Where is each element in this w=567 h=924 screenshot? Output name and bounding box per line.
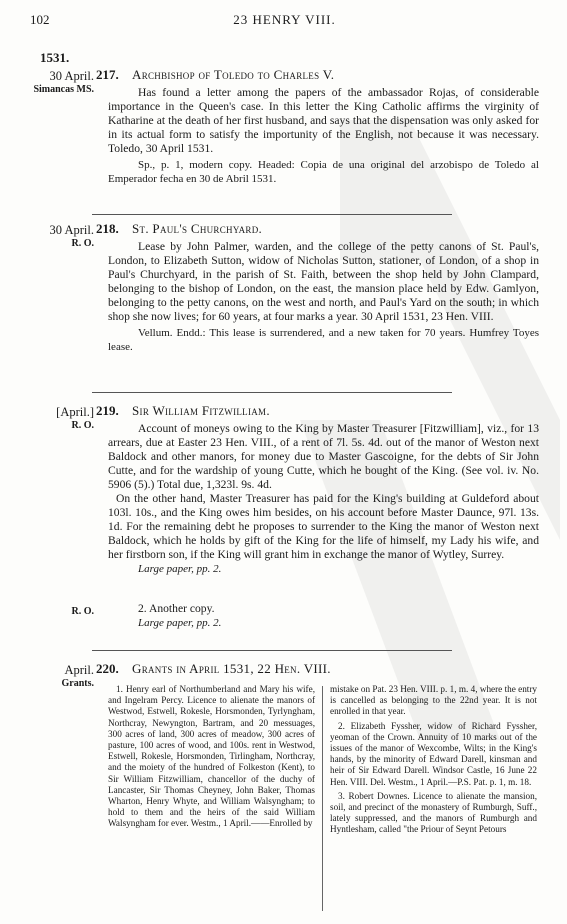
column-divider bbox=[322, 686, 323, 911]
entry-margin bbox=[30, 405, 94, 433]
copy-text: 2. Another copy. bbox=[138, 602, 215, 615]
grant-item: 2. Elizabeth Fyssher, widow of Richard Fyssher, yeoman of the Crown. Annuity of 10 marks out of the issues of the manor of Wexcombe, Wilts; in the King's hands, by the minority of Edward Darell, kinsman and heir of Sir Edward Darell. Windsor Castle, 16 June 22 Hen. VIII. Del. Westm., 1 April.—P.S. Pat. p. 1, m. 18. bbox=[330, 720, 537, 787]
entry-source: Simancas MS. bbox=[33, 84, 94, 95]
entry-title: Archbishop of Toledo to Charles V. bbox=[132, 67, 335, 82]
section-divider bbox=[92, 214, 452, 215]
running-header bbox=[30, 12, 539, 30]
section-divider bbox=[92, 392, 452, 393]
entry-date: [April.] bbox=[56, 405, 94, 419]
entry-text: Has found a letter among the papers of the ambassador Rojas, of considerable importance in the Queen's case. In this letter the King Catholic affirms the virginity of Katharine at the death of her first husband, and says that the dispensation was only asked for in its actual form to satisfy the importunity of the English, not because it was necessary. Toledo, 30 April 1531. bbox=[108, 86, 539, 155]
entry-date: April. bbox=[64, 663, 94, 677]
entry-text-continued: On the other hand, Master Treasurer has paid for the King's building at Guldeford about 103l. 10s., and the King owes him besides, on his account before Master Daunce, 97l. 13s. 1d. For the remaining debt he proposes to surrender to the King the manor of Weston next Baldock, which he holds by gift of the King for the life of himself, my Lady his wife, and her firstborn son, if the King will grant him in exchange the manor of Wytley, Surrey. bbox=[108, 492, 539, 561]
copy-body bbox=[108, 602, 539, 630]
entry-text: Lease by John Palmer, warden, and the college of the petty canons of St. Paul's, London, to Elizabeth Sutton, widow of Nicholas Sutton, stationer, of London, of a shop in Paul's Churchyard, in the parish of St. Faith, between the shop held by John Clampard, belonging to the bishop of London, on the east, the mansion place held by Edw. Gamlyon, belonging to the petty canons, on the west and north, and Paul's Yard on the south; in which shop she now lives; for 60 years, at four marks a year. 30 April 1531, 23 Hen. VIII. bbox=[108, 240, 539, 323]
grants-columns bbox=[108, 684, 540, 914]
copy-margin bbox=[30, 605, 94, 619]
grant-item: 3. Robert Downes. Licence to alienate the mansion, soil, and precinct of the monastery of Rumburgh, Suff., lately suppressed, and the manors of Rumburgh and Hyntlesham, called "the Priour of Seynt Petours bbox=[330, 790, 537, 835]
grant-item: 1. Henry earl of Northumberland and Mary his wife, and Ingelram Percy. Licence to alienate the manors of Westwod, Estwell, Rokesle, Horsmonden, Tyrlyngham, Northcray, Newyngton, Bartram, and 20 messuages, 300 acres of land, 300 acres of meadow, 300 acres of pasture, 100 acres of wood, and 100s. rent in Westwod, Estwell, Rokesle, Horsmonden, Tirlingham, Northcray, and the moiety of the hundred of Folkeston (Kent), to Sir William Fitzwilliam, chancellor of the duchy of Lancaster, Sir Thomas Cheyney, John Baker, Thomas Wharton, Henry Whyte, and William Walsyngham; to hold to them and the heirs of the said William Walsyngham for ever. Westm., 1 April.——Enrolled by bbox=[108, 684, 315, 829]
entry-date: 30 April. bbox=[49, 69, 94, 83]
entry-number: 220. bbox=[96, 661, 119, 676]
entry-number: 219. bbox=[96, 403, 119, 418]
entry-note: Vellum. Endd.: This lease is surrendered, and a new taken for 70 years. Humfrey Toyes lease. bbox=[108, 327, 539, 353]
copy-note: Large paper, pp. 2. bbox=[138, 617, 222, 629]
entry-margin bbox=[30, 223, 94, 251]
entry-title: St. Paul's Churchyard. bbox=[132, 221, 263, 236]
grant-item-continued: mistake on Pat. 23 Hen. VIII. p. 1, m. 4, where the entry is cancelled as belonging to the 22nd year. It is not enrolled in that year. bbox=[330, 684, 537, 717]
entry-source: R. O. bbox=[71, 420, 94, 431]
section-divider bbox=[92, 650, 452, 651]
entry-note: Large paper, pp. 2. bbox=[138, 563, 222, 575]
entry-218 bbox=[30, 222, 539, 387]
entry-body bbox=[108, 422, 539, 576]
entry-217 bbox=[30, 68, 539, 208]
entry-source: R. O. bbox=[71, 238, 94, 249]
grants-right-column bbox=[330, 684, 537, 839]
entry-source: Grants. bbox=[61, 678, 94, 689]
entry-body bbox=[108, 86, 539, 186]
page-number: 102 bbox=[30, 12, 50, 27]
entry-number: 218. bbox=[96, 221, 119, 236]
entry-text: Account of moneys owing to the King by Master Treasurer [Fitzwilliam], viz., for 13 arrears, due at Easter 23 Hen. VIII., of a rent of 7l. 5s. 4d. out of the manor of Weston next Baldock and other manors, for money due to Master Gascoigne, for the debts of Sir John Cutte, and for the wardship of young Cutte, which he bought of the King. (See vol. iv. No. 5906 (5).) Total due, 1,323l. 9s. 4d. bbox=[108, 422, 539, 491]
entry-title: Grants in April 1531, 22 Hen. VIII. bbox=[132, 661, 331, 676]
entry-date: 30 April. bbox=[49, 223, 94, 237]
entry-219 bbox=[30, 404, 539, 644]
entry-note: Sp., p. 1, modern copy. Headed: Copia de una original del arzobispo de Toledo al Emperador fecha en 30 de Abril 1531. bbox=[108, 159, 539, 185]
year-heading: 1531. bbox=[40, 50, 70, 65]
running-title: 23 HENRY VIII. bbox=[233, 12, 336, 27]
entry-number: 217. bbox=[96, 67, 119, 82]
grants-left-column bbox=[108, 684, 315, 833]
entry-body bbox=[108, 240, 539, 354]
entry-margin bbox=[30, 69, 94, 97]
copy-source: R. O. bbox=[71, 606, 94, 617]
entry-title: Sir William Fitzwilliam. bbox=[132, 403, 270, 418]
entry-margin bbox=[30, 663, 94, 691]
